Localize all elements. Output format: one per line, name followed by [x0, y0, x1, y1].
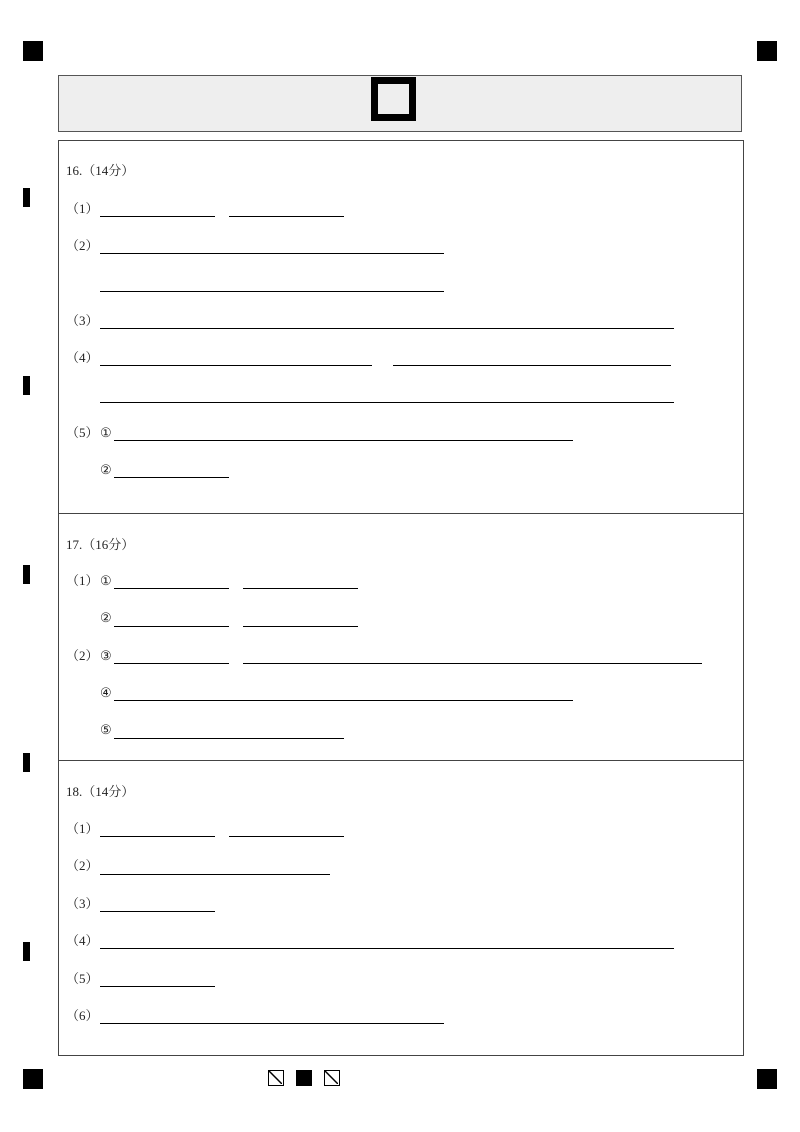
answer-blank[interactable] [100, 874, 330, 875]
timing-mark-icon [23, 188, 30, 207]
answer-blank[interactable] [100, 216, 215, 217]
question-18-title: 18.（14分） [66, 784, 135, 799]
question-18-part-label: （4） [66, 933, 99, 948]
answer-blank[interactable] [114, 477, 229, 478]
corner-mark-top-right-icon [757, 41, 777, 61]
answer-blank[interactable] [114, 738, 344, 739]
answer-blank[interactable] [243, 588, 358, 589]
answer-blank[interactable] [243, 626, 358, 627]
sub-item-marker: ② [100, 462, 112, 477]
question-17-part-label: （1） [66, 573, 99, 588]
question-16-part-label: （5） [66, 425, 99, 440]
question-18-part-label: （5） [66, 971, 99, 986]
answer-blank[interactable] [100, 948, 674, 949]
question-18-part-label: （6） [66, 1008, 99, 1023]
answer-blank[interactable] [229, 836, 344, 837]
filled-box-icon [296, 1070, 312, 1086]
sub-item-marker: ② [100, 610, 112, 625]
sub-item-marker: ① [100, 573, 112, 588]
answer-blank[interactable] [114, 700, 573, 701]
question-16-part-label: （3） [66, 313, 99, 328]
question-18-part-label: （3） [66, 896, 99, 911]
section-divider [58, 513, 744, 514]
slash-icon [269, 1071, 282, 1084]
answer-blank[interactable] [100, 1023, 444, 1024]
answer-blank[interactable] [229, 216, 344, 217]
question-18-part-label: （2） [66, 858, 99, 873]
answer-blank[interactable] [100, 328, 674, 329]
sub-item-marker: ④ [100, 685, 112, 700]
answer-blank[interactable] [243, 663, 702, 664]
timing-mark-icon [23, 565, 30, 584]
slashed-box-icon [324, 1070, 340, 1086]
section-divider [58, 760, 744, 761]
answer-blank[interactable] [393, 365, 671, 366]
answer-blank[interactable] [100, 911, 215, 912]
timing-mark-icon [23, 942, 30, 961]
answer-blank[interactable] [100, 986, 215, 987]
question-16-title: 16.（14分） [66, 163, 135, 178]
answer-blank[interactable] [100, 291, 444, 292]
timing-mark-icon [23, 753, 30, 772]
question-16-part-label: （4） [66, 350, 99, 365]
question-17-title: 17.（16分） [66, 537, 135, 552]
sub-item-marker: ① [100, 425, 112, 440]
timing-mark-icon [23, 376, 30, 395]
answer-blank[interactable] [114, 588, 229, 589]
corner-mark-bottom-right-icon [757, 1069, 777, 1089]
answer-blank[interactable] [114, 626, 229, 627]
answer-blank[interactable] [114, 440, 573, 441]
slashed-box-icon [268, 1070, 284, 1086]
question-16-part-label: （1） [66, 201, 99, 216]
answer-blank[interactable] [114, 663, 229, 664]
question-18-part-label: （1） [66, 821, 99, 836]
question-17-part-label: （2） [66, 648, 99, 663]
slash-icon [325, 1071, 338, 1084]
corner-mark-bottom-left-icon [23, 1069, 43, 1089]
sub-item-marker: ③ [100, 648, 112, 663]
answer-blank[interactable] [100, 365, 372, 366]
answer-area [58, 140, 744, 1056]
answer-blank[interactable] [100, 253, 444, 254]
question-16-part-label: （2） [66, 238, 99, 253]
hollow-square-icon [371, 77, 416, 121]
corner-mark-top-left-icon [23, 41, 43, 61]
answer-blank[interactable] [100, 836, 215, 837]
answer-blank[interactable] [100, 402, 674, 403]
sub-item-marker: ⑤ [100, 722, 112, 737]
